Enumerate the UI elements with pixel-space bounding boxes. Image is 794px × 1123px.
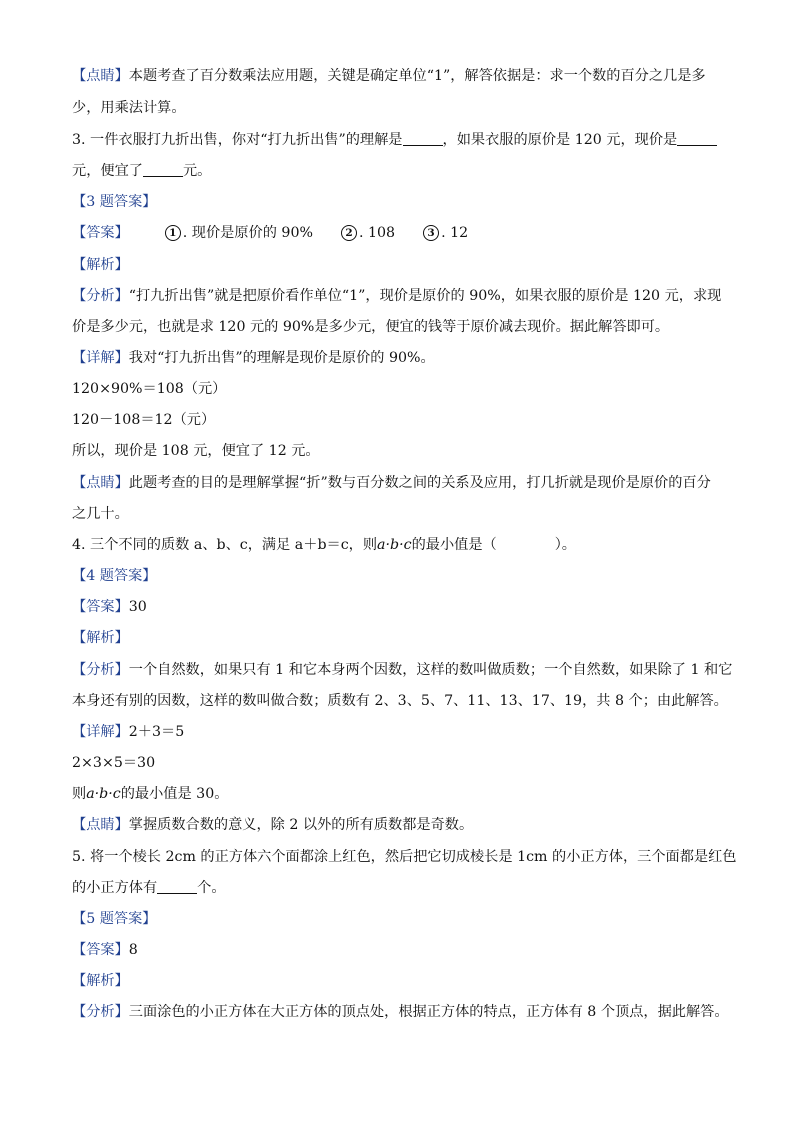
question-4-fenxi-line1: 【分析】一个自然数，如果只有 1 和它本身两个因数，这样的数叫做质数；一个自然数，如果除了 1 和它 xyxy=(72,662,733,678)
question-5-line1: 5. 将一个棱长 2cm 的正方体六个面都涂上红色，然后把它切成棱长是 1cm 的小正方体，三个面都是红色 xyxy=(72,849,737,865)
question-4-text-a: 4. 三个不同的质数 a、b、c，满足 a＋b＝c，则 xyxy=(72,537,378,553)
math-expression: a·b·c xyxy=(377,537,412,553)
answer-blank xyxy=(157,879,197,894)
question-3-answer xyxy=(72,223,468,243)
question-3-line2 xyxy=(72,161,211,181)
answer-blank xyxy=(143,162,183,177)
circled-number-1: 1 xyxy=(165,225,181,241)
question-4-dianjing: 【点睛】掌握质数合数的意义，除 2 以外的所有质数都是奇数。 xyxy=(72,817,474,833)
question-3-text-c: 元，便宜了 xyxy=(72,163,143,179)
question-3-text-a: 3. 一件衣服打九折出售，你对“打九折出售”的理解是 xyxy=(72,132,403,148)
question-3-fenxi-line1: 【分析】“打九折出售”就是把原价看作单位“1”，现价是原价的 90%，如果衣服的原价是 120 元，求现 xyxy=(72,288,722,304)
section-tag: 【答案】 xyxy=(72,942,129,958)
question-5-fenxi: 【分析】三面涂色的小正方体在大正方体的顶点处，根据正方体的特点，正方体有 8 个顶点，据此解答。 xyxy=(72,1004,729,1020)
answer-part-2: . 108 xyxy=(358,225,396,241)
question-3-xiangjie: 【详解】我对“打九折出售”的理解是现价是原价的 90%。 xyxy=(72,350,435,366)
section-tag: 【点睛】 xyxy=(72,475,129,491)
answer-part-3: . 12 xyxy=(441,225,469,241)
question-4-text-c: ）。 xyxy=(554,537,576,553)
circled-number-3: 3 xyxy=(423,225,439,241)
question-3-text-b: ，如果衣服的原价是 120 元，现价是 xyxy=(442,132,678,148)
question-4-text-b: 的最小值是（ xyxy=(411,537,497,553)
question-4-conclusion xyxy=(72,784,228,804)
question-5-answer-tag: 【5 题答案】 xyxy=(72,911,157,927)
question-5-answer: 【答案】8 xyxy=(72,942,138,958)
section-tag: 【分析】 xyxy=(72,1004,129,1020)
answer-blank xyxy=(677,131,717,146)
dianjing-q2-line2: 少，用乘法计算。 xyxy=(72,100,186,116)
answer-label: 【答案】 xyxy=(72,225,129,241)
answer-part-1: . 现价是原价的 90% xyxy=(182,225,313,241)
question-3-dianjing-line1: 【点睛】此题考查的目的是理解掌握“折”数与百分数之间的关系及应用，打几折就是现价是原价的百分 xyxy=(72,475,711,491)
section-tag: 【点睛】 xyxy=(72,817,129,833)
question-3-text-d: 元。 xyxy=(182,163,212,179)
question-3-calc-2: 120－108＝12（元） xyxy=(72,412,216,428)
question-4-jiexi-tag: 【解析】 xyxy=(72,630,129,646)
conclusion-text-b: 的最小值是 30。 xyxy=(120,786,229,802)
question-3-jiexi-tag: 【解析】 xyxy=(72,257,129,273)
question-4-answer-tag: 【4 题答案】 xyxy=(72,568,157,584)
question-5-text-c: 个。 xyxy=(197,880,226,896)
question-5-line2 xyxy=(72,878,226,898)
circled-number-2: 2 xyxy=(341,225,357,241)
question-4-xiangjie: 【详解】2＋3＝5 xyxy=(72,724,185,740)
question-5-text-b: 的小正方体有 xyxy=(72,880,158,896)
question-3-fenxi-line2: 价是多少元，也就是求 120 元的 90%是多少元，便宜的钱等于原价减去现价。据此解答即可。 xyxy=(72,319,670,335)
question-4-calc: 2×3×5＝30 xyxy=(72,755,156,771)
question-4-fenxi-line2: 本身还有别的因数，这样的数叫做合数；质数有 2、3、5、7、11、13、17、19，共 8 个；由此解答。 xyxy=(72,693,728,709)
question-4-line xyxy=(72,535,576,555)
question-3-answer-tag: 【3 题答案】 xyxy=(72,194,157,210)
question-3-conclusion: 所以，现价是 108 元，便宜了 12 元。 xyxy=(72,443,320,459)
section-tag: 【分析】 xyxy=(72,288,129,304)
section-tag: 【详解】 xyxy=(72,724,129,740)
question-3-line1 xyxy=(72,130,717,150)
dianjing-q2-line1: 【点睛】本题考查了百分数乘法应用题，关键是确定单位“1”，解答依据是：求一个数的百分之几是多 xyxy=(72,68,706,84)
question-3-dianjing-line2: 之几十。 xyxy=(72,506,129,522)
section-tag: 【点睛】 xyxy=(72,68,129,84)
question-3-calc-1: 120×90%＝108（元） xyxy=(72,381,227,397)
answer-blank xyxy=(403,131,443,146)
conclusion-text-a: 则 xyxy=(72,786,87,802)
question-4-answer: 【答案】30 xyxy=(72,599,147,615)
section-tag: 【分析】 xyxy=(72,662,129,678)
question-5-jiexi-tag: 【解析】 xyxy=(72,973,129,989)
math-expression: a·b·c xyxy=(86,786,121,802)
section-tag: 【详解】 xyxy=(72,350,129,366)
section-tag: 【答案】 xyxy=(72,599,129,615)
